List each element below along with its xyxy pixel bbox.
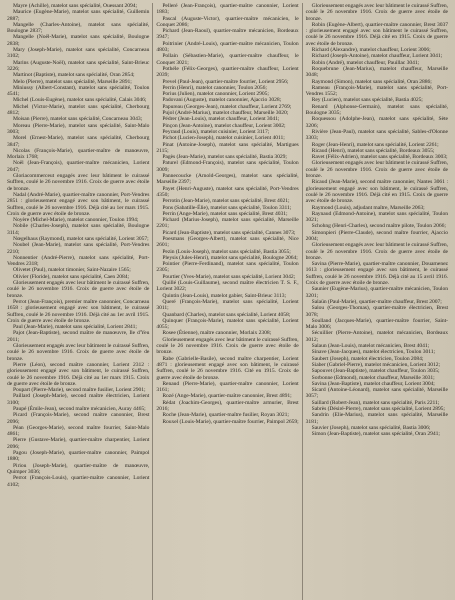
text-column-3	[302, 3, 451, 600]
citation-entry: Rosee (Étienne), maître canonnier, Morlaix 2308;	[162, 330, 272, 337]
citation-entry: Rouxel (Louis-Marie), quartier-maître fourrier, Paimpol 2659;	[162, 418, 299, 425]
citation-entry: Roche (Jean-Marie), quartier-maître fusilier, Royan 3021;	[162, 412, 289, 419]
citation-entry: Paupé (Émile-Jean), second maître mécanicien, Auray 4465;	[13, 406, 146, 412]
citation-entry: Perrin (Henri), matelot canonnier, Toulon 2056;	[162, 84, 267, 91]
citation-entry: Michel (Victor-Marie), matelot sans spécialité, Cherbourg 4812;	[7, 103, 150, 117]
citation-entry: Maurice (Eugène-Marie), matelot sans spécialité, Guillemin 2887;	[7, 9, 150, 22]
citation-entry: Martinot (Baptiste), matelot sans spécialité, Oran 2854;	[13, 72, 135, 79]
citation-entry: Sinave (Jean-Jacques), matelot électricien, Toulon 3011;	[311, 349, 436, 356]
citation-entry: Poesmans (Georges-Albert), matelot sans spécialité, Nice 2601;	[156, 235, 299, 249]
citation-entry: Salaun (Jean-Louis), matelot mécanicien, Brest 4041;	[311, 343, 430, 350]
citation-entry: Rivière (Jean-Paul), matelot sans spécialité, Sables-d'Olonne 3303;	[305, 128, 448, 142]
citation-entry: Salaün (Paul-Marie), quartier-maître chauffeur, Brest 2007;	[311, 298, 442, 305]
citation-entry: Rédat (Joachim-Georges), quartier-maître armurier, Brest 2016;	[156, 399, 299, 412]
citation-entry: Pierre (Gustave-Marie), quartier-maître charpentier, Lorient 2096;	[7, 437, 150, 450]
citation-entry: Pascal (Auguste-Victor), quartier-maître mécanicien, le Conquet 2086;	[156, 15, 299, 28]
citation-entry: Sécuillier (Pierre-Antoine), matelot mécanicien, Bordeaux 3012;	[305, 330, 448, 343]
citation-entry: Piriou (Joseph-Marie), quartier-maître de manœuvre, Quimper 3036;	[7, 462, 150, 475]
citation-entry: Savina (Pierre-Marie), quartier-maître canonnier, Douarnenez 1613 : glorieusement engagé avec son bâtiment, le cuirassé Suffren, coulé le 26 novembre 1916. Déjà cité au 15 avril 1916. Croix de guerre avec étoile de bronze.	[305, 261, 448, 287]
citation-entry: Morel (Ernest-Marie), matelot sans spécialité, Cherbourg 3847;	[7, 135, 150, 148]
citation-entry: Sabrès (Désiré-Pierre), matelot sans spécialité, Lorient 2895;	[311, 406, 445, 412]
citation-entry: Savina (Jean-Baptiste), matelot chauffeur, Lorient 3004;	[311, 380, 435, 387]
citation-entry: Pons (Sabatille-Élie), matelot sans spécialité, Toulon 3311;	[162, 204, 292, 211]
citation-entry: Pichot (Lucien-Joseph), matelot cuisinier, Lorient 4011;	[162, 135, 285, 142]
citation-entry: Perrin (Ange-Marie), matelot sans spécialité, Brest 4031;	[162, 210, 288, 217]
citation-entry: Perrotin (Jean-Marie), matelot sans spécialité, Brest 4021;	[162, 198, 290, 205]
citation-entry: Ravet (Félix-Adrien), matelot sans spécialité, Bordeaux 3003;	[311, 154, 448, 161]
citation-entry: Ricaud (Henri), matelot sans spécialité, Bordeaux 3055;	[311, 147, 435, 154]
citation-entry: Pollain (Sébastien-Marie), quartier-maître chauffeur, le Conquet 3021;	[156, 53, 299, 66]
citation-entry: Soulland (Jacques-Marie), quartier-maître fourrier, Saint-Malo 3006;	[305, 317, 448, 331]
citation-entry: Roquebrune (Jean-Marius), matelot chauffeur, Marseille 3048;	[305, 65, 448, 79]
citation-entry: Noyère (Michel-Marie), matelot canonnier, Toulon 1994;	[13, 217, 139, 224]
citation-entry: Pourtier (Yves-Marie), matelot sans spécialité, Lorient 3042;	[162, 273, 296, 280]
citation-entry: Rameau (François-Marie), matelot sans spécialité, Port-Vendres 1552;	[305, 84, 448, 98]
citation-entry: Pothéle (Félix-Georges), quartier-maître chauffeur, Lorient 2039;	[156, 65, 299, 79]
citation-entry: Glorieusement engagés avec leur bâtiment le cuirassé Suffren, coulé le 26 novembre 1916. Croix de guerre avec étoile de bronze.	[7, 343, 150, 362]
citation-entry: Rey (Lucien), matelot sans spécialité, Bastia 4025;	[311, 97, 423, 104]
citation-entry: Gloriacommerceut engagés avec leur bâtiment le cuirassé Suffren, coulé le 26 novembre 1916. Croix de guerre avec étoile de bronze.	[7, 173, 150, 192]
citation-entry: Simonpieri (Pierre-Claude), second maître fourrier, Ajaccio 2004;	[305, 229, 448, 242]
citation-entry: Quinquer (François-Marie), matelot sans spécialité, Lorient 4055;	[156, 317, 299, 331]
citation-entry: Pichard (Marius-Joseph), matelot sans spécialité, Marseille 2201;	[156, 217, 299, 230]
citation-entry: Nœgelhaus (Raymond), matelot sans spécialité, Lorient 3057;	[13, 235, 149, 242]
citation-entry: Pointier (Pierre-Ferdinand), matelot sans spécialité, Toulon 2305;	[156, 261, 299, 274]
citation-entry: Richard (Joseph-Antoine), matelot chauffeur, Lorient 3041;	[311, 53, 443, 60]
citation-entry: Porius (Julien), matelot canonnier, Lorient 2905;	[162, 91, 269, 98]
citation-entry: Glorieusement engagés avec leur bâtiment le cuirassé Suffren, coulé le 26 novembre 1916. Croix de guerre avec étoile de bronze.	[305, 242, 448, 261]
citation-entry: Pinat (Antoine-Joseph), matelot sans spécialité, Martigues 2115;	[156, 141, 299, 154]
citation-entry: Pezin (Louis-Joseph), matelot sans spécialité, Bastia 3055;	[162, 248, 291, 255]
citation-entry: Raymond (Simon), matelot sans spécialité, Oran 2886;	[311, 78, 432, 85]
citation-entry: Sauvier (Joseph), matelot sans spécialité, Bastia 3006;	[311, 424, 431, 431]
citation-entry: Melo (Pierre), matelot sans spécialité, Marseille 2891;	[13, 78, 132, 85]
citation-entry: Perrot (François-Louis), quartier-maître canonnier, Lorient 4102;	[7, 475, 150, 488]
citation-entry: Renaud (Pierre-Marie), quartier-maître canonnier, Lorient 3161;	[156, 380, 299, 394]
citation-entry: Glorieusement engagés avec leur bâtiment le cuirassé Suffren, coulé le 26 novembre 1916. Croix de guerre avec étoile de bronze.	[156, 336, 299, 356]
citation-entry: Pleysis (Jules-Henri), matelot sans spécialité, Boulogne 2064;	[162, 254, 298, 261]
citation-entry: Olivetet (Paul), matelot timonier, Saint-Nazaire 1565;	[13, 267, 131, 274]
citation-entry: Peyraud (Louis), matelot cuisinier, Lorient 3117;	[162, 128, 270, 135]
citation-entry: Picard (François-Marie), second maître canonnier, Brest 2096;	[7, 412, 150, 425]
citation-entry: Miniussy (Albert-Constant), matelot sans spécialité, Toulon 4541;	[7, 84, 150, 98]
citation-entry: Schohng (Henri-Charles), second maître pilote, Toulon 2066;	[311, 223, 446, 230]
citation-entry: Glorieusement engagés avec leur bâtiment le cuirassé Suffren, coulé le 26 novembre 1916. Croix de guerre avec étoile de bronze.	[305, 160, 448, 180]
citation-entry: Queré (François-Marie), matelot sans spécialité, Lorient 3011;	[156, 298, 299, 312]
citation-entry: Robin (André), matelot chauffeur, Pauillac 3041;	[311, 59, 420, 66]
citation-entry: Padovani (Auguste), matelot canonnier, Ajaccio 3028;	[162, 97, 282, 104]
citation-entry: Noubel (Jean-Marie), matelot sans spécialité, Port-Vendres 2210;	[7, 242, 150, 255]
citation-entry: Saillard (Robert-Jean), matelot sans spécialité, Paris 2211;	[311, 399, 440, 406]
citation-entry: Siaber (Gabriel-Pierre), matelot mécanicien, Lorient 3012;	[311, 361, 441, 368]
citation-entry: Pajot (Jean-Baptiste), second maître de manœuvre, Ile d'Yeu 2011;	[7, 330, 150, 343]
citation-entry: Mangelle (Charles-Antoine), matelot sans spécialité, Boulogne 2837;	[7, 21, 150, 35]
citation-entry: Glorieusement engagés avec leur bâtiment le cuirassé Suffren, coulé le 26 novembre 1916. Croix de guerre avec étoile de bronze.	[7, 280, 150, 299]
citation-entry: Pagès (Jean-Marie), matelot sans spécialité, Bastia 3029;	[162, 154, 287, 161]
citation-entry: Papureau (Georges-Jean), matelot chauffeur, Lorient 2769;	[162, 103, 292, 110]
citation-entry: Roger (Jean-Henri), matelot sans spécialité, Lorient 2261;	[311, 141, 439, 148]
citation-entry: Robin (Eugène-Albert), quartier-maître canonnier, Brest 3037 : glorieusement engagé avec son bâtiment le cuirassé Suffren, coulé le 26 novembre 1916. Déjà cité en 1915. Croix de guerre avec étoile de bronze.	[305, 21, 448, 47]
citation-entry: Noël (Jean-François), quartier-maître mécanicien, Lorient 2047;	[7, 160, 150, 173]
citation-entry: Paturel (Edmond-François), matelot sans spécialité, Toulon 3009;	[156, 160, 299, 173]
citation-entry: Paillard (Joseph-Marie), second maître électricien, Lorient 3100;	[7, 393, 150, 406]
citation-entry: Sorbonne (Edmond), matelot chauffeur, Marseille 3031;	[311, 374, 435, 381]
citation-entry: Simon (Jean-Baptiste), matelot sans spécialité, Oran 2941;	[311, 431, 440, 438]
text-column-2	[152, 3, 301, 600]
citation-entry: Ricaud (Jean-Marie), second maître canonnier, Nantes 3061 : glorieusement engagé avec son bâtiment, le cuirassé Suffren, coulé le 26 novembre 1916. Déjà cité en 1915. Croix de guerre avec étoile de bronze.	[305, 179, 448, 205]
citation-entry: Sicard (Antoine-Léonard), matelot sans spécialité, Marseille 3057;	[305, 387, 448, 400]
citation-entry: Roquessou (Adolphe-Jean), matelot sans spécialité, Sète 3206;	[305, 116, 448, 129]
citation-entry: Rabe (Gabrielle-Basile), second maître charpentier, Lorient 4871 : glorieusement engagé avec son bâtiment, le cuirassé Suffren, coulé le 26 novembre 1916. Cité en 1915. Croix de guerre avec étoile de bronze.	[156, 355, 299, 381]
citation-entry: Quanbard (Charles), matelot sans spécialité, Lorient 4058;	[162, 311, 291, 318]
citation-entry: Nicolas (François-Marie), quartier-maître de manœuvre, Morlaix 1768;	[7, 147, 150, 161]
citation-entry: Rozé (Ange-Marie), quartier-maître canonnier, Brest 4891;	[162, 393, 292, 400]
citation-entry: Renard (Alphonse-Germain), matelot sans spécialité, Boulogne 3035;	[305, 103, 448, 117]
citation-entry: Paul (Jean-Marie), matelot sans spécialité, Lorient 2841;	[13, 324, 137, 331]
citation-entry: Mary (Joseph-Marie), matelot sans spécialité, Concarneau 3102;	[7, 47, 150, 60]
citation-entry: Pichard (Jean-Raoul), quartier-maître mécanicien, Bordeaux 3947;	[156, 28, 299, 41]
citation-entry: Perrot (Jean-François), premier maître canonnier, Concarneau 1658 : glorieusement engagé avec son bâtiment, le cuirassé Suffren, coulé le 26 novembre 1916. Déjà cité au 1er avril 1915. Croix de guerre avec étoile de bronze.	[7, 298, 150, 324]
citation-entry: Saubert (Joseph), matelot électricien, Toulon 2084;	[311, 355, 424, 362]
citation-entry: Nonnentier (André-Pierre), matelot sans spécialité, Port-Vendres 2318;	[7, 254, 150, 268]
citation-entry: Quintin (Jean-Louis), matelot gabier, Saint-Brieuc 3113;	[162, 292, 287, 299]
citation-entry: Quillé (Louis-Guillaume), second maître électricien T. S. F., Lorient 3022;	[156, 280, 299, 293]
citation-entry: Pagou (Joseph-Marie), quartier-maître canonnier, Paimpol 1880;	[7, 450, 150, 463]
citation-entry: Payet (Henri-Auguste), matelot sans spécialité, Port-Vendres 4350;	[156, 185, 299, 198]
citation-entry: Salou (Georges-Thomas), quartier-maître électricien, Brest 3078;	[305, 305, 448, 318]
citation-entry: Moisan (Pierre), matelot sans spécialité, Concarneau 3043;	[13, 116, 143, 123]
citation-entry: Poitrinier (André-Louis), quartier-maître mécanicien, Toulon 4803;	[156, 40, 299, 54]
citation-entry: Pédrer (Jean-Louis), matelot chauffeur, Lorient 3041;	[162, 116, 280, 123]
text-column-1	[4, 3, 152, 600]
citation-entry: Raymond (Louis), adjudant maître, Marseille 2063;	[311, 204, 425, 211]
citation-entry: Pannecoucke (Arnold-Georges), matelot sans spécialité, Marseille 2397;	[156, 173, 299, 186]
citation-entry: Marins (Auguste-Noël), matelot sans spécialité, Saint-Brieuc 3226;	[7, 59, 150, 72]
citation-entry: Pierre (Léon), second maître canonnier, Lorient 2312 : glorieusement engagé avec son bâtiment, le cuirassé Suffren, coulé le 26 novembre 1916. Déjà cité au 1er mars 1915. Croix de guerre avec étoile de bronze.	[7, 361, 150, 387]
citation-entry: Moreau (Pierre-Marie), matelot sans spécialité, Saint-Malo 3003;	[7, 122, 150, 135]
citation-entry: Pujol (André-Marius), matelot chauffeur, Marseille 3020;	[162, 110, 289, 117]
citation-entry: Sapouvet (Jean-Baptiste), matelot chauffeur, Toulon 3035;	[311, 368, 440, 375]
citation-entry: Pinçon (Jean-Antoine), matelot chauffeur, Lorient 3002;	[162, 122, 286, 129]
citation-entry: Glorieusement engagés avec leur bâtiment le cuirassé Suffren, coulé le 26 novembre 1916. Croix de guerre avec étoile de bronze.	[305, 3, 448, 22]
citation-entry: Pelleré (Jean-François), quartier-maître canonnier, Lorient 1883;	[156, 3, 299, 16]
citation-entry: Mayre (Achille), matelot sans spécialité, Ouessant 2094;	[13, 3, 137, 9]
citation-entry: Olivier (Floride), matelot sans spécialité, Caen 2084;	[13, 273, 129, 280]
citation-entry: Nadal (André-Marie), quartier-maître canonnier, Port-Vendres 2851 : glorieusement engagé avec son bâtiment, le cuirassé Suffren, coulé le 26 novembre 1916. Déjà cité au 1er mars 1915. Croix de guerre avec étoile de bronze.	[7, 191, 150, 217]
citation-entry: Richard (Alexandre), matelot chauffeur, Lorient 3006;	[311, 47, 431, 54]
citation-entry: Picard (Jean-Baptiste), matelot sans spécialité, Cannes 3073;	[162, 229, 296, 236]
citation-entry: Péan (Georges-Marie), second maître fourrier, Saint-Malo 4861;	[7, 424, 150, 438]
citation-entry: Sandrin (Elie-Marius), matelot sans spécialité, Marseille 3181;	[305, 412, 448, 425]
citation-entry: Mangelle (Noël-Marie), matelot sans spécialité, Boulogne 2838;	[7, 34, 150, 47]
citation-entry: Nobile (Charles-Joseph), matelot sans spécialité, Boulogne 3114;	[7, 223, 150, 236]
citation-entry: Poupart (Pierre-Marie), second maître fusilier, Lorient 2901;	[13, 387, 146, 394]
citation-entry: Raynaud (Edmond-Antoine), matelot sans spécialité, Toulon 3021;	[305, 210, 448, 224]
citation-entry: Prevel (Paul-Jean), quartier-maître fourrier, Lorient 2956;	[162, 78, 289, 85]
citation-entry: Michel (Louis-Eugène), matelot sans spécialité, Calais 3046;	[13, 97, 147, 104]
citation-entry: Saunier (Eugène-Marius), quartier-maître mécanicien, Toulon 3201;	[305, 286, 448, 299]
